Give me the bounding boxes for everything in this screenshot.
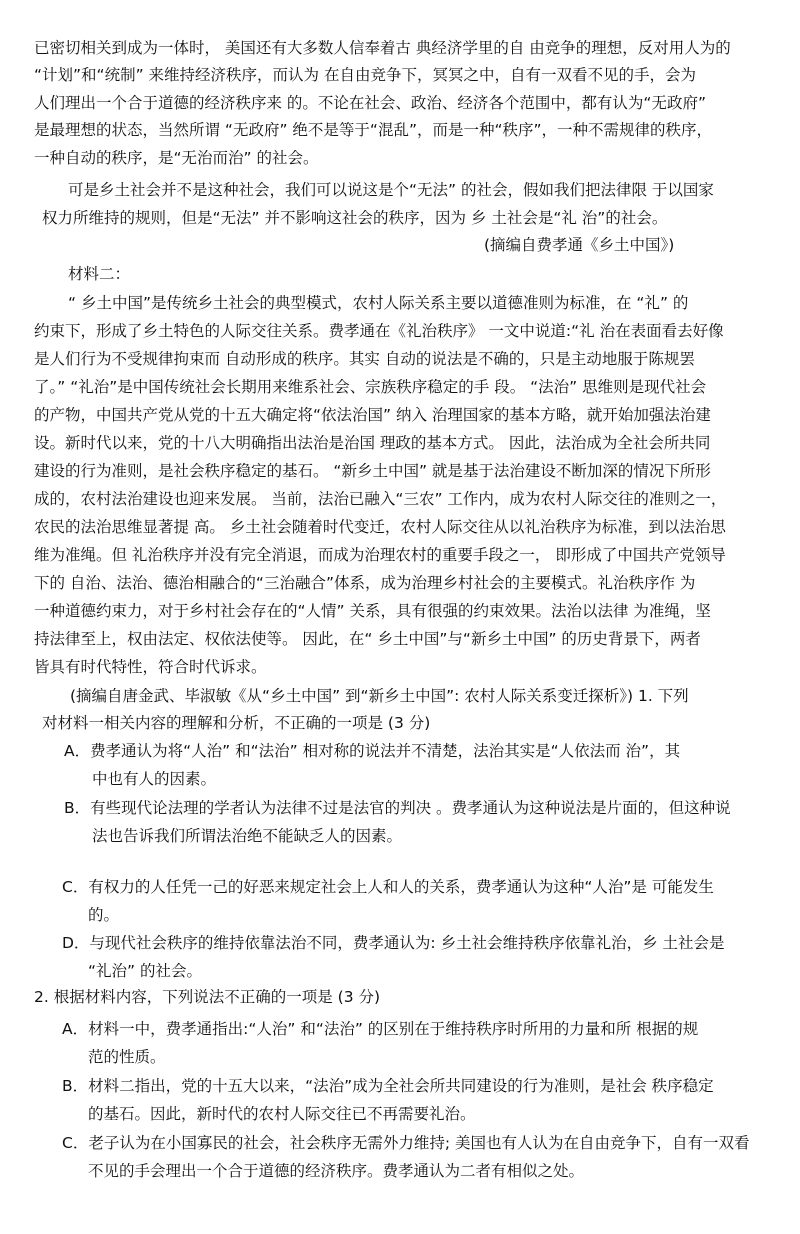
option-b: B．材料二指出，党的十五大以来，“法治”成为全社会所共同建设的行为准则，是社会 秩序稳定	[62, 1077, 714, 1095]
text-line: 约束下，形成了乡土特色的人际交往关系。费孝通在《礼治秩序》 一文中说道:“礼 治在表面看去好像	[34, 322, 724, 340]
option-b-cont: 法也告诉我们所谓法治绝不能缺乏人的因素。	[92, 827, 403, 845]
source-citation: (摘编自唐金武、毕淑敏《从“乡土中国” 到“新乡土中国”: 农村人际关系变迁探析》) 1. 下列	[70, 687, 689, 705]
text-line: 一种自动的秩序，是“无治而治” 的社会。	[34, 149, 319, 167]
text-line: 的产物，中国共产党从党的十五大确定将“依法治国” 纳入 治理国家的基本方略，就开始加强法治建	[34, 406, 711, 424]
text-line: 一种道德约束力，对于乡村社会存在的“人情” 关系，具有很强的约束效果。法治以法律 为准绳，坚	[34, 602, 711, 620]
option-b-cont: 的基石。因此，新时代的农村人际交往已不再需要礼治。	[88, 1105, 476, 1123]
option-c-cont: 的。	[88, 906, 120, 924]
text-line: 是最理想的状态，当然所谓 “无政府” 绝不是等于“混乱”，而是一种“秩序”，一种不需规律的秩序，	[34, 121, 713, 139]
option-d: D．与现代社会秩序的维持依靠法治不同，费孝通认为: 乡土社会维持秩序依靠礼治，乡 土社会是	[62, 934, 725, 952]
text-line: 是人们行为不受规律拘束而 自动形成的秩序。其实 自动的说法是不确的，只是主动地服于陈规罢	[34, 350, 695, 368]
option-a: A．费孝通认为将“人治” 和“法治” 相对称的说法并不清楚，法治其实是“人依法而 治”，其	[64, 742, 681, 760]
source-citation: (摘编自费孝通《乡土中国》)	[484, 236, 675, 254]
option-a: A．材料一中，费孝通指出:“人治” 和“法治” 的区别在于维持秩序时所用的力量和所 根据的规	[62, 1020, 699, 1038]
text-line: 持法律至上，权由法定、权依法使等。 因此，在“ 乡土中国”与“新乡土中国” 的历史背景下，两者	[34, 630, 701, 648]
question-stem: 对材料一相关内容的理解和分析，不正确的一项是 (3 分)	[42, 714, 431, 732]
question-stem: 2. 根据材料内容，下列说法不正确的一项是 (3 分)	[34, 988, 381, 1006]
text-line: 权力所维持的规则，但是“无法” 并不影响这社会的秩序，因为 乡 土社会是“礼 治”的社会。	[42, 209, 668, 227]
option-a-cont: 中也有人的因素。	[92, 770, 217, 788]
option-c: C．老子认为在小国寡民的社会，社会秩序无需外力维持; 美国也有人认为在自由竞争下，自有一双看	[62, 1134, 750, 1152]
text-line: 已密切相关到成为一体时， 美国还有大多数人信奉着古 典经济学里的自 由竞争的理想，反对用人为的	[34, 39, 731, 57]
section-heading: 材料二：	[68, 265, 131, 283]
text-line: 人们理出一个合于道德的经济秩序来 的。不论在社会、政治、经济各个范围中，都有认为“无政府”	[34, 94, 706, 112]
text-line: 农民的法治思维显著提 高。 乡土社会随着时代变迁，农村人际交往从以礼治秩序为标准，到以法治思	[34, 518, 726, 536]
option-b: B．有些现代论法理的学者认为法律不过是法官的判决 。费孝通认为这种说法是片面的，但这种说	[64, 799, 731, 817]
text-line: “ 乡土中国”是传统乡土社会的典型模式，农村人际关系主要以道德准则为标准，在 “礼” 的	[68, 294, 689, 312]
text-line: 设。新时代以来，党的十八大明确指出法治是治国 理政的基本方式。 因此，法治成为全社会所共同	[34, 434, 711, 452]
option-c-cont: 不见的手会理出一个合于道德的经济秩序。费孝通认为二者有相似之处。	[88, 1162, 585, 1180]
text-line: “计划”和“统制” 来维持经济秩序，而认为 在自由竞争下，冥冥之中，自有一双看不见的手，会为	[34, 66, 696, 84]
text-line: 了。” “礼治”是中国传统社会长期用来维系社会、宗族秩序稳定的手 段。 “法治” 思维则是现代社会	[34, 378, 707, 396]
text-line: 可是乡土社会并不是这种社会，我们可以说这是个“无法” 的社会，假如我们把法律限 于以国家	[68, 181, 714, 199]
text-line: 维为准绳。但 礼治秩序并没有完全消退，而成为治理农村的重要手段之一， 即形成了中国共产党领导	[34, 546, 726, 564]
option-a-cont: 范的性质。	[88, 1048, 166, 1066]
text-line: 建设的行为准则，是社会秩序稳定的基石。 “新乡土中国” 就是基于法治建设不断加深的情况下所形	[34, 462, 711, 480]
text-line: 下的 自治、法治、德治相融合的“三治融合”体系，成为治理乡村社会的主要模式。礼治秩序作 为	[34, 574, 696, 592]
option-d-cont: “礼治” 的社会。	[88, 962, 202, 980]
text-line: 成的，农村法治建设也迎来发展。 当前，法治已融入“三农” 工作内，成为农村人际交往的准则之一，	[34, 490, 727, 508]
option-c: C．有权力的人任凭一己的好恶来规定社会上人和人的关系，费孝通认为这种“人治”是 可能发生	[62, 878, 714, 896]
text-line: 皆具有时代特性，符合时代诉求。	[34, 658, 267, 676]
